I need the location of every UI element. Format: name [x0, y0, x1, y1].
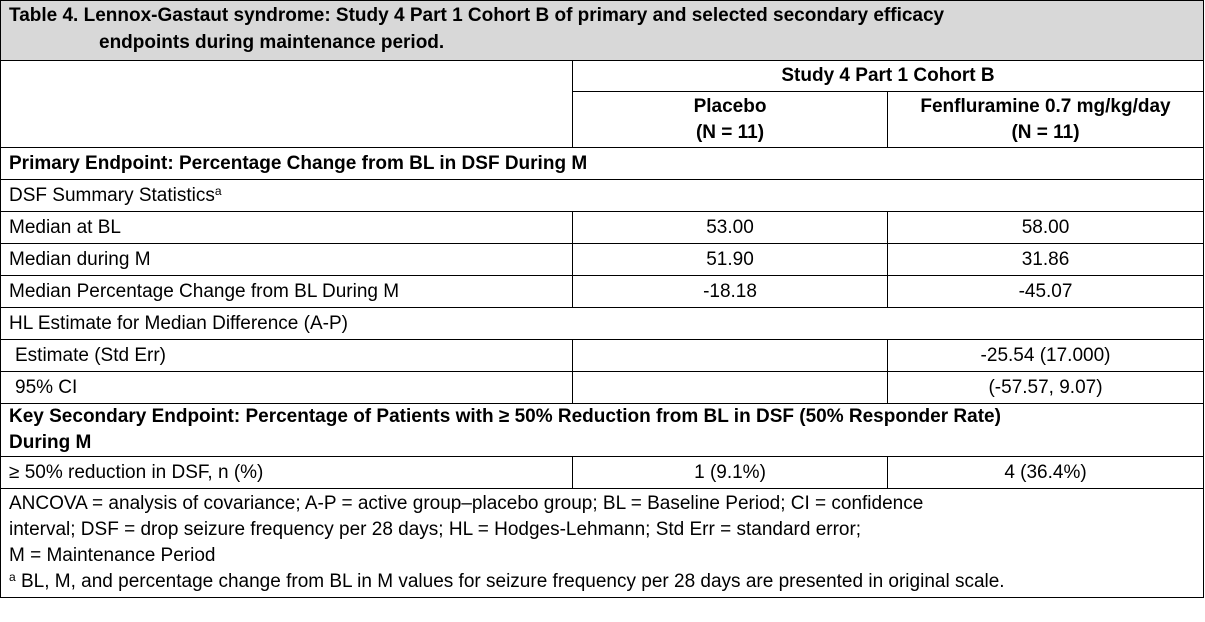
dsf-summary-footnote-mark: a: [214, 183, 222, 198]
table-row: [1, 244, 1204, 276]
reduction-fenfluramine-value: 4 (36.4%): [888, 457, 1204, 489]
dsf-summary-label: DSF Summary Statistics: [9, 184, 215, 206]
table-title-line2: endpoints during maintenance period.: [99, 32, 445, 53]
footnote-line1: ANCOVA = analysis of covariance; A-P = active group–placebo group; BL = Baseline Period; CI = confidence: [9, 493, 924, 514]
footnote-a-text: BL, M, and percentage change from BL in M values for seizure frequency per 28 days are presented in original scale.: [15, 571, 1005, 592]
row-label: Median during M: [1, 244, 573, 276]
reduction-row: [1, 457, 1204, 489]
header-empty-cell: [1, 61, 573, 148]
reduction-placebo-value: 1 (9.1%): [573, 457, 888, 489]
study-header: Study 4 Part 1 Cohort B: [573, 61, 1204, 92]
placebo-value: 51.90: [573, 244, 888, 276]
footnote-row: [1, 489, 1204, 598]
hl-estimate-row: [1, 308, 1204, 340]
table-row: [1, 276, 1204, 308]
ci-value: (-57.57, 9.07): [888, 372, 1204, 404]
fenfluramine-value: 58.00: [888, 212, 1204, 244]
ci-label: 95% CI: [1, 372, 573, 404]
key-secondary-row: [1, 404, 1204, 457]
fenfluramine-n: (N = 11): [1011, 121, 1080, 143]
placebo-header: [573, 92, 888, 148]
estimate-row: [1, 340, 1204, 372]
primary-endpoint-row: [1, 148, 1204, 180]
row-label: Median at BL: [1, 212, 573, 244]
placebo-label: Placebo: [693, 95, 767, 117]
header-row-study: [1, 61, 1204, 92]
fenfluramine-value: 31.86: [888, 244, 1204, 276]
key-secondary-heading: [1, 404, 1204, 457]
primary-endpoint-heading: Primary Endpoint: Percentage Change from BL in DSF During M: [1, 148, 1204, 180]
table-row: [1, 212, 1204, 244]
fenfluramine-value: -45.07: [888, 276, 1204, 308]
estimate-placebo-value: [573, 340, 888, 372]
estimate-label: Estimate (Std Err): [1, 340, 573, 372]
placebo-n: (N = 11): [695, 121, 765, 143]
footnote-line3: M = Maintenance Period: [9, 545, 216, 566]
fenfluramine-label: Fenfluramine 0.7 mg/kg/day: [920, 95, 1171, 117]
footnote-line2: interval; DSF = drop seizure frequency per 28 days; HL = Hodges-Lehmann; Std Err = standard error;: [9, 519, 862, 540]
placebo-value: 53.00: [573, 212, 888, 244]
row-label: Median Percentage Change from BL During M: [1, 276, 573, 308]
footnote-cell: [1, 489, 1204, 598]
estimate-value: -25.54 (17.000): [888, 340, 1204, 372]
hl-estimate-label: HL Estimate for Median Difference (A-P): [1, 308, 1204, 340]
table-title: [1, 1, 1204, 61]
key-secondary-line1: Key Secondary Endpoint: Percentage of Patients with ≥ 50% Reduction from BL in DSF (50% Responder Rate): [9, 406, 1001, 427]
key-secondary-line2: During M: [9, 432, 92, 453]
table-title-line1: Table 4. Lennox-Gastaut syndrome: Study 4 Part 1 Cohort B of primary and selected secondary efficacy: [9, 5, 945, 26]
dsf-summary-row: [1, 180, 1204, 212]
placebo-value: -18.18: [573, 276, 888, 308]
footnote-a-mark: a: [9, 570, 16, 584]
ci-placebo-value: [573, 372, 888, 404]
fenfluramine-header: [888, 92, 1204, 148]
footnote-a: [9, 569, 1195, 595]
title-row: [1, 1, 1204, 61]
dsf-summary-cell: [1, 180, 1204, 212]
ci-row: [1, 372, 1204, 404]
reduction-label: ≥ 50% reduction in DSF, n (%): [1, 457, 573, 489]
